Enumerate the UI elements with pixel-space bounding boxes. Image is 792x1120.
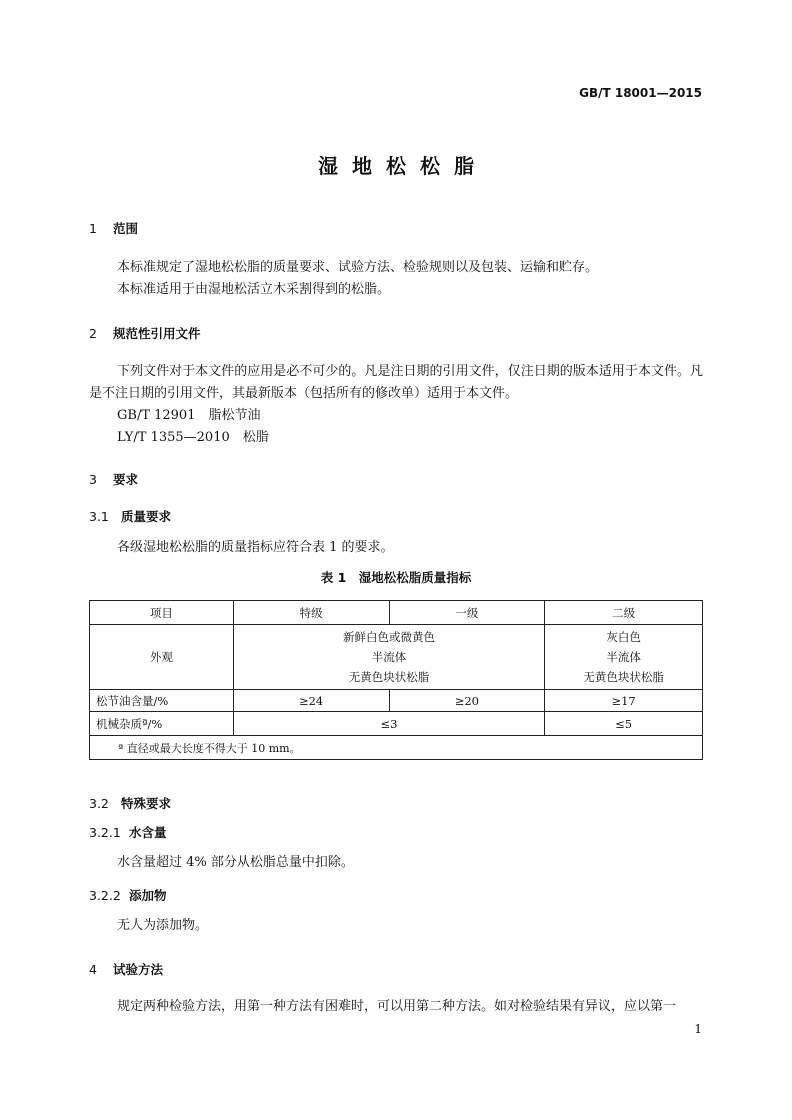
table-header-cell: 项目 [90,601,234,625]
table-row-impurities [90,712,703,736]
section-4-paragraph: 规定两种检验方法，用第一种方法有困难时，可以用第二种方法。如对检验结果有异议，应以第一 [117,999,677,1014]
table-cell: ≤3 [233,712,544,736]
section-number: 2 [89,326,97,341]
table-row-appearance [90,625,703,690]
section-2-heading [89,324,201,342]
section-number: 3.1 [89,509,109,524]
section-1-heading [89,219,138,237]
section-title: 试验方法 [113,962,164,977]
table-caption: 表 1 湿地松松脂质量指标 [320,570,472,585]
table-cell: ≥17 [545,690,703,712]
section-4-heading [89,960,163,978]
normative-reference-2: LY/T 1355—2010 松脂 [117,430,269,445]
standard-code: GB/T 18001—2015 [579,86,702,100]
row-label: 机械杂质ª/% [90,712,234,736]
section-3-2-1-paragraph: 水含量超过 4% 部分从松脂总量中扣除。 [117,855,354,870]
appearance-line: 新鲜白色或微黄色 [343,630,435,644]
section-1-paragraph-1: 本标准规定了湿地松松脂的质量要求、试验方法、检验规则以及包装、运输和贮存。 [117,260,599,275]
section-number: 3 [89,472,97,487]
section-title: 添加物 [129,888,167,903]
appearance-line: 半流体 [371,650,407,664]
table-footnote-row [90,736,703,760]
normative-reference-1: GB/T 12901 脂松节油 [117,408,261,423]
section-title: 范围 [113,221,139,236]
appearance-line: 灰白色 [606,630,641,644]
section-title: 特殊要求 [121,796,172,811]
appearance-grade-2 [545,625,703,690]
section-3-2-heading [89,794,171,812]
section-title: 质量要求 [121,509,172,524]
document-title: 湿地松松脂 [318,154,488,178]
section-title: 规范性引用文件 [113,326,201,341]
section-3-2-2-paragraph: 无人为添加物。 [117,918,209,933]
table-cell: ≥20 [389,690,545,712]
table-cell: ≤5 [545,712,703,736]
section-title: 要求 [113,472,139,487]
section-number: 3.2.2 [89,888,121,903]
table-header-row [90,601,703,625]
appearance-line: 无黄色块状松脂 [348,670,430,684]
table-row-turpentine [90,690,703,712]
section-3-2-2-heading [89,886,167,904]
section-1-paragraph-2: 本标准适用于由湿地松活立木采割得到的松脂。 [117,282,391,297]
table-header-cell: 特级 [233,601,389,625]
table-footnote: ª 直径或最大长度不得大于 10 mm。 [90,736,703,760]
quality-table [89,600,703,760]
section-number: 1 [89,221,97,236]
table-header-cell: 一级 [389,601,545,625]
section-3-1-paragraph: 各级湿地松松脂的质量指标应符合表 1 的要求。 [117,540,394,555]
section-3-heading [89,470,138,488]
appearance-top-grades [233,625,544,690]
section-number: 3.2 [89,796,109,811]
section-number: 4 [89,962,97,977]
section-number: 3.2.1 [89,825,121,840]
section-3-1-heading [89,507,171,525]
section-title: 水含量 [129,825,167,840]
appearance-line: 无黄色块状松脂 [583,670,664,684]
row-label: 松节油含量/% [90,690,234,712]
table-header-cell: 二级 [545,601,703,625]
appearance-line: 半流体 [606,650,641,664]
row-label: 外观 [90,625,234,690]
table-cell: ≥24 [233,690,389,712]
page-number: 1 [694,1022,702,1036]
section-2-paragraph-1: 下列文件对于本文件的应用是必不可少的。凡是注日期的引用文件，仅注日期的版本适用于本文件。凡是不注日期的引用文件，其最新版本（包括所有的修改单）适用于本文件。 [89,364,703,401]
section-3-2-1-heading [89,823,167,841]
